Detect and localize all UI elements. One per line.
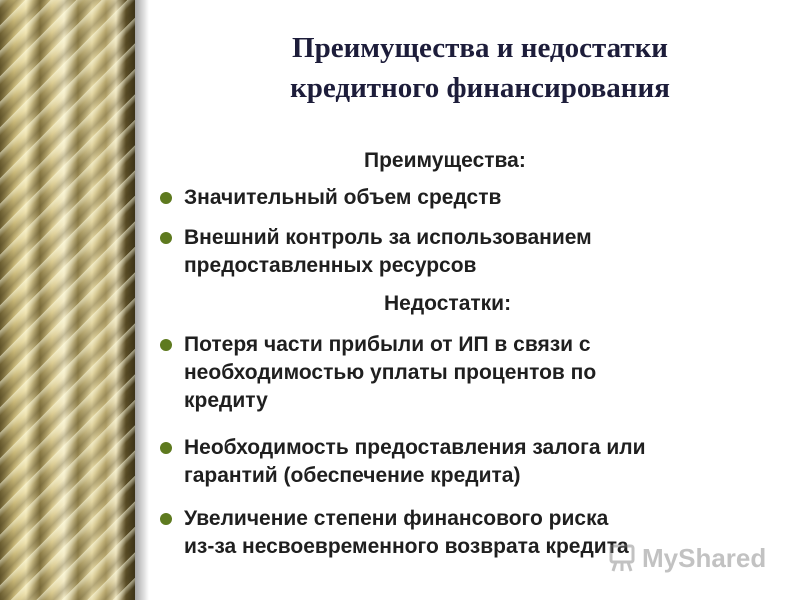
advantages-heading: Преимущества: bbox=[364, 149, 526, 172]
slide-title-line-2: кредитного финансирования bbox=[290, 72, 670, 104]
disadvantage-item-1-line-2: необходимостью уплаты процентов по bbox=[184, 361, 597, 384]
bullet-icon bbox=[160, 192, 172, 204]
advantage-item-1-line-1: Значительный объем средств bbox=[184, 186, 502, 209]
watermark-logo-icon bbox=[608, 543, 636, 573]
slide-title bbox=[160, 28, 800, 108]
watermark-text: MyShared bbox=[642, 542, 767, 573]
watermark bbox=[608, 540, 766, 576]
bullet-icon bbox=[160, 513, 172, 525]
decorative-side-band bbox=[0, 0, 135, 600]
bullet-icon bbox=[160, 232, 172, 244]
disadvantage-item-2-line-2: гарантий (обеспечение кредита) bbox=[184, 464, 521, 487]
advantage-item-2-line-1: Внешний контроль за использованием bbox=[184, 226, 592, 249]
advantage-item-2-line-2: предоставленных ресурсов bbox=[184, 254, 477, 277]
disadvantage-item-1-line-1: Потеря части прибыли от ИП в связи с bbox=[184, 333, 591, 356]
advantage-item-2 bbox=[184, 224, 784, 280]
slide-title-line-1: Преимущества и недостатки bbox=[292, 32, 668, 64]
disadvantage-item-1-line-3: кредиту bbox=[184, 389, 268, 412]
bullet-icon bbox=[160, 339, 172, 351]
disadvantages-heading: Недостатки: bbox=[384, 292, 512, 315]
disadvantage-item-2-line-1: Необходимость предоставления залога или bbox=[184, 436, 646, 459]
disadvantage-item-3-line-1: Увеличение степени финансового риска bbox=[184, 507, 609, 530]
advantage-item-1 bbox=[184, 184, 784, 212]
side-band-shadow bbox=[135, 0, 149, 600]
bullet-icon bbox=[160, 442, 172, 454]
disadvantage-item-1 bbox=[184, 331, 784, 415]
disadvantage-item-2 bbox=[184, 434, 784, 490]
disadvantage-item-3-line-2: из-за несвоевременного возврата кредита bbox=[184, 535, 629, 558]
